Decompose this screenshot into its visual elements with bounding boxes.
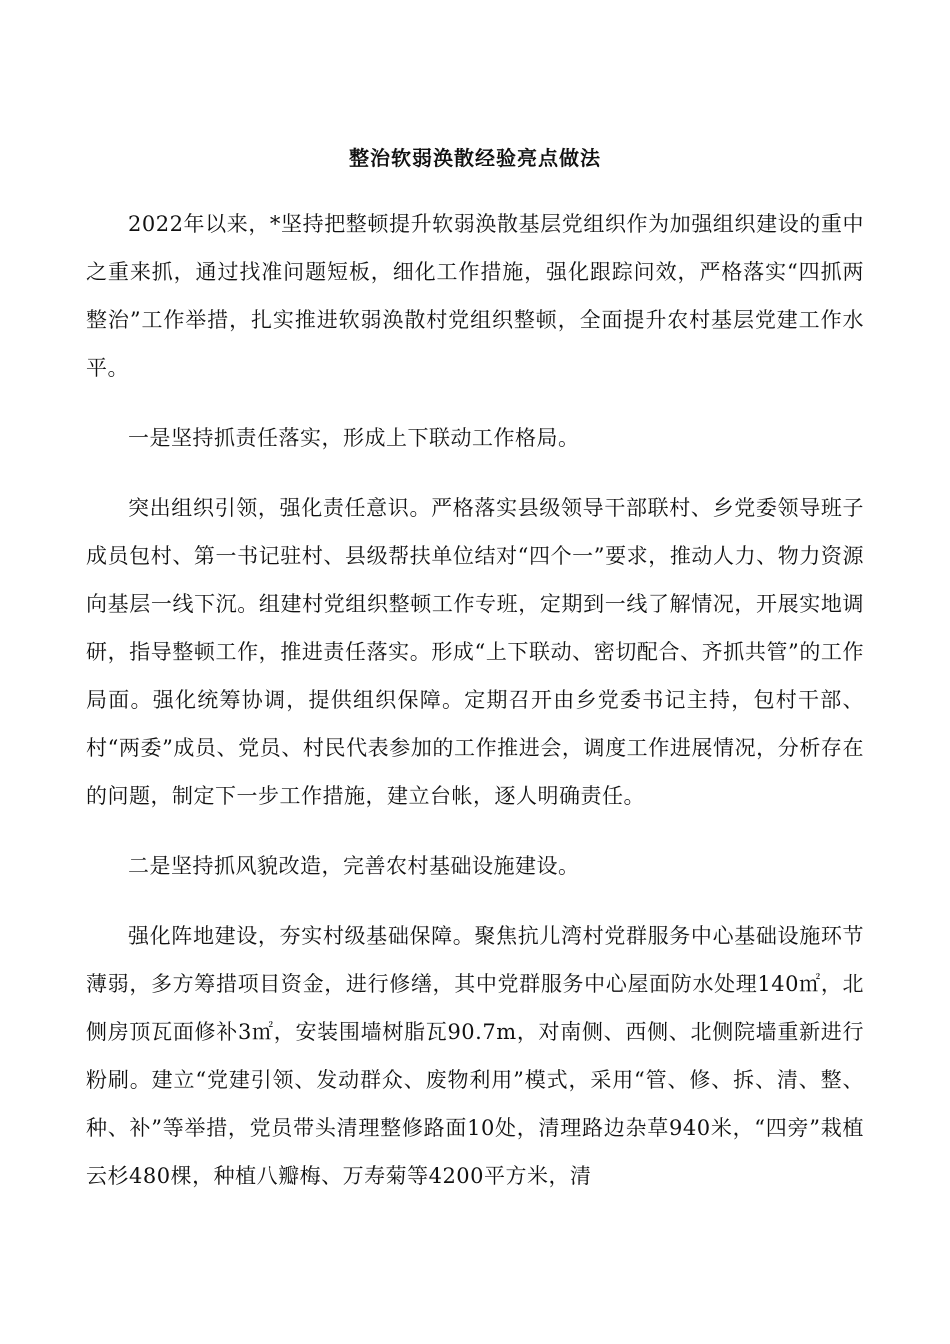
section-heading-2: 二是坚持抓风貌改造，完善农村基础设施建设。 xyxy=(128,854,580,878)
section-2-paragraph: 强化阵地建设，夯实村级基础保障。聚焦抗儿湾村党群服务中心基础设施环节薄弱，多方筹措项目资金，进行修缮，其中党群服务中心屋面防水处理140㎡，北侧房顶瓦面修补3㎡，安装围墙树脂瓦90.7m，对南侧、西侧、北侧院墙重新进行粉刷。建立“党建引领、发动群众、废物利用”模式，采用“管、修、拆、清、整、种、补”等举措，党员带头清理整修路面10处，清理路边杂草940米，“四旁”栽植云杉480棵，种植八瓣梅、万寿菊等4200平方米，清 xyxy=(86,924,864,1188)
document-body xyxy=(86,136,864,1200)
document-title: 整治软弱涣散经验亮点做法 xyxy=(349,146,601,170)
section-heading-1: 一是坚持抓责任落实，形成上下联动工作格局。 xyxy=(128,426,580,450)
intro-paragraph: 2022年以来，*坚持把整顿提升软弱涣散基层党组织作为加强组织建设的重中之重来抓，通过找准问题短板，细化工作措施，强化跟踪问效，严格落实“四抓两整治”工作举措，扎实推进软弱涣散村党组织整顿，全面提升农村基层党建工作水平。 xyxy=(86,212,864,380)
section-1-paragraph: 突出组织引领，强化责任意识。严格落实县级领导干部联村、乡党委领导班子成员包村、第一书记驻村、县级帮扶单位结对“四个一”要求，推动人力、物力资源向基层一线下沉。组建村党组织整顿工作专班，定期到一线了解情况，开展实地调研，指导整顿工作，推进责任落实。形成“上下联动、密切配合、齐抓共管”的工作局面。强化统筹协调，提供组织保障。定期召开由乡党委书记主持，包村干部、村“两委”成员、党员、村民代表参加的工作推进会，调度工作进展情况，分析存在的问题，制定下一步工作措施，建立台帐，逐人明确责任。 xyxy=(86,496,864,808)
